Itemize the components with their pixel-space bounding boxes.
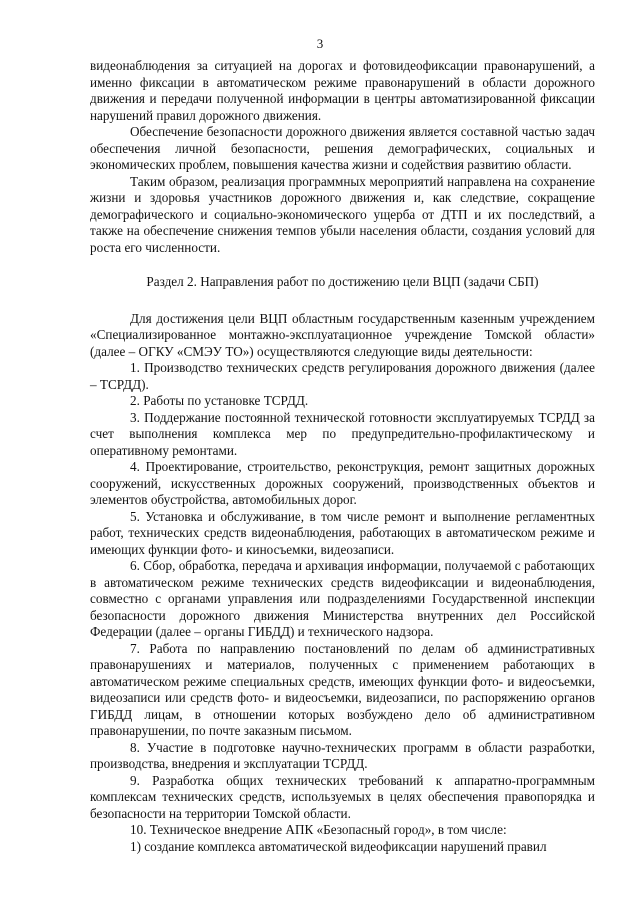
page-number: 3 — [316, 36, 324, 51]
list-item: 4. Проектирование, строительство, реконструкция, ремонт защитных дорожных сооружений, искусственных дорожных сооружений, производственных объектов и элементов обустройства, автомобильных дорог. — [90, 459, 595, 507]
list-item: 10. Техническое внедрение АПК «Безопасный город», в том числе: — [130, 822, 507, 837]
section-heading: Раздел 2. Направления работ по достижению цели ВЦП (задачи СБП) — [146, 274, 539, 289]
paragraph: видеонаблюдения за ситуацией на дорогах и фотовидеофиксации правонарушений, а именно фиксации в автоматическом режиме правонарушений в области дорожного движения и передачи полученной информации в центры автоматизированной фиксации нарушений правил дорожного движения. — [90, 58, 595, 123]
list-item: 9. Разработка общих технических требований к аппаратно-программным комплексам технических средств, используемых в целях обеспечения правопорядка и безопасности на территории Томской области. — [90, 772, 595, 821]
list-item: 6. Сбор, обработка, передача и архивация информации, получаемой с работающих в автоматическом режиме технических средств видеофиксации и видеонаблюдения, совместно с органами управления или подразделениями Государственной инспекции безопасности дорожного движения Министерства внутренних дел Российской Федерации (далее – органы ГИБДД) и технического надзора. — [90, 558, 595, 639]
list-item: 1) создание комплекса автоматической видеофиксации нарушений правил — [130, 838, 547, 854]
list-item: 2. Работы по установке ТСРДД. — [130, 393, 309, 408]
list-item: 3. Поддержание постоянной технической готовности эксплуатируемых ТСРДД за счет выполнения комплекса мер по предупредительно-профилактическому и оперативному ремонтами. — [90, 409, 595, 458]
document-body — [90, 58, 595, 855]
paragraph: Таким образом, реализация программных мероприятий направлена на сохранение жизни и здоровья участников дорожного движения и, как следствие, сокращение демографического и социально-экономического ущерба от ДТП и их последствий, а также на обеспечение снижения темпов убыли населения области, создания условий для роста его численности. — [90, 173, 595, 255]
paragraph: Обеспечение безопасности дорожного движения является составной частью задач обеспечения личной безопасности, решения демографических, социальных и экономических проблем, повышения качества жизни и содействия развитию области. — [90, 124, 595, 172]
list-item: 7. Работа по направлению постановлений по делам об административных правонарушениях и материалов, полученных с применением работающих в автоматическом режиме специальных средств, имеющих функции фото- и видеосъемки, видеозаписи или средств фото- и видеосъемки, видеозаписи, по распоряжению органов ГИБДД лицам, в отношении которых возбуждено дело об административном правонарушении, по почте заказным письмом. — [90, 640, 595, 738]
list-item: 1. Производство технических средств регулирования дорожного движения (далее – ТСРДД). — [90, 360, 595, 392]
intro-paragraph: Для достижения цели ВЦП областным государственным казенным учреждением «Специализированное монтажно-эксплуатационное учреждение Томской области» (далее – ОГКУ «СМЭУ ТО») осуществляются следующие виды деятельности: — [90, 310, 595, 359]
list-item: 8. Участие в подготовке научно-технических программ в области разработки, производства, внедрения и эксплуатации ТСРДД. — [90, 739, 595, 771]
list-item: 5. Установка и обслуживание, в том числе ремонт и выполнение регламентных работ, технических средств видеонаблюдения, работающих в автоматическом режиме и имеющих функции фото- и киносъемки, видеозаписи. — [90, 508, 595, 557]
